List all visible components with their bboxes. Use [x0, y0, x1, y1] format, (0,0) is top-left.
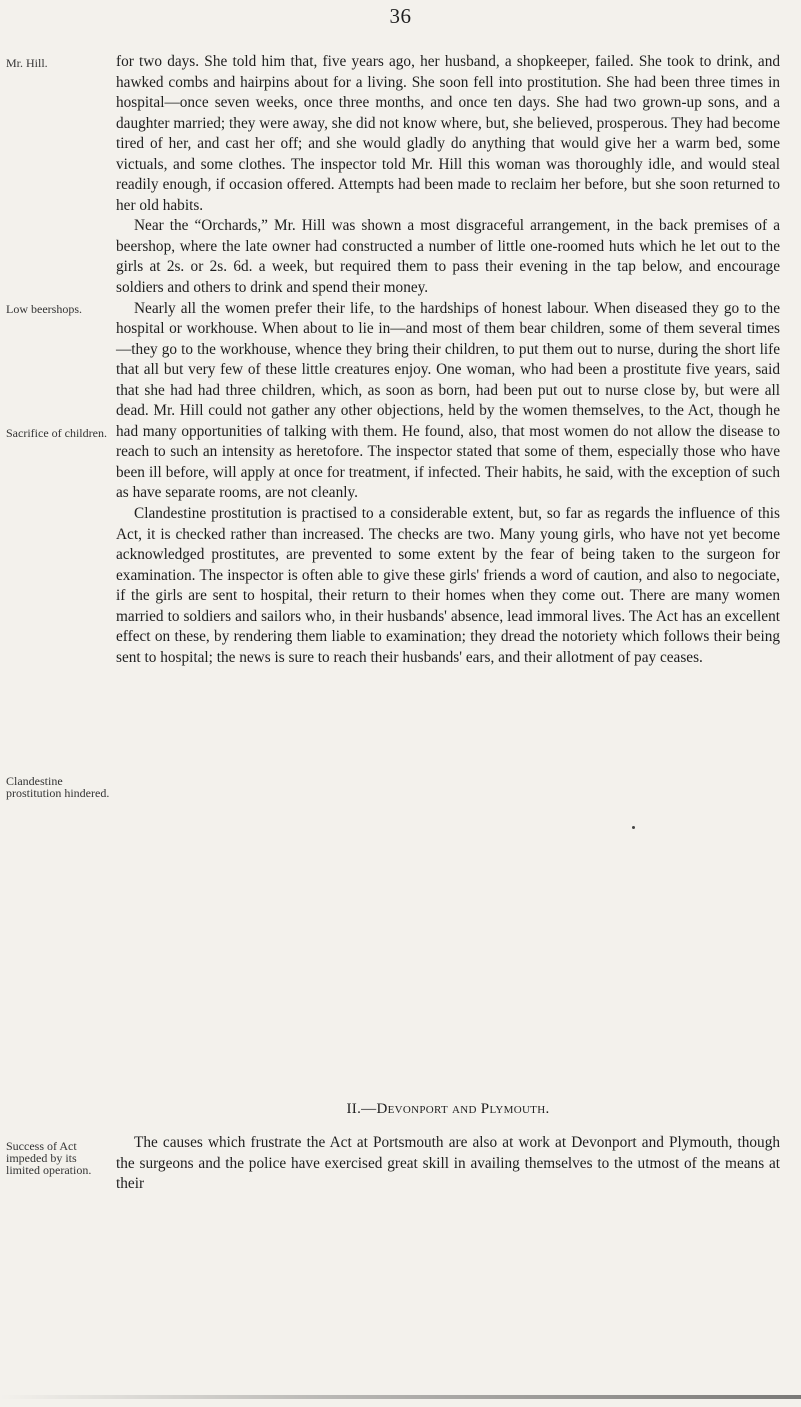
margin-note-mr-hill: Mr. Hill. — [6, 56, 48, 70]
section-heading: II.—Devonport and Plymouth. — [346, 1101, 550, 1117]
paragraph: The causes which frustrate the Act at Portsmouth are also at work at Devonport and Plymouth, though the surgeons and the police have exercised great skill in availing themselves to the utmost of the means at their — [116, 1134, 780, 1193]
margin-note-clandestine-prostitution: Clandestine prostitution hindered. — [6, 774, 110, 800]
body-text-upper — [116, 52, 780, 668]
paragraph: Nearly all the women prefer their life, to the hardships of honest labour. When diseased they go to the hospital or workhouse. When about to lie in—and most of them bear children, some of them several times—they go to the workhouse, whence they bring their children, to put them out to nurse, during the short life that all but very few of these little creatures enjoy. One woman, who had been a prostitute five years, said that she had had three children, which, as soon as born, had been put out to nurse close by, but were all dead. Mr. Hill could not gather any other objections, held by the women themselves, to the Act, though he had many opportunities of talking with them. He found, also, that most women do not allow the disease to reach to such an intensity as heretofore. The inspector stated that some of them, especially those who have been ill before, will apply at once for treatment, if infected. Their habits, he said, with the exception of such as have separate rooms, are not cleanly. — [116, 299, 780, 502]
paragraph: Near the “Orchards,” Mr. Hill was shown a most disgraceful arrangement, in the back premises of a beershop, where the late owner had constructed a number of little one-roomed huts which he let out to the girls at 2s. or 2s. 6d. a week, but required them to pass their evening in the tap below, and encourage soldiers and others to drink and spend their money. — [116, 217, 780, 297]
margin-note-sacrifice-of-children: Sacrifice of children. — [6, 426, 107, 440]
body-text-lower — [116, 1133, 780, 1195]
margin-note-low-beershops: Low beershops. — [6, 302, 82, 316]
margin-note-success-of-act: Success of Act impeded by its limited operation. — [6, 1139, 92, 1177]
stray-mark — [632, 826, 635, 829]
page-edge-shadow — [0, 1395, 801, 1399]
paragraph: Clandestine prostitution is practised to a considerable extent, but, so far as regards the influence of this Act, it is checked rather than increased. The checks are two. Many young girls, who have not yet become acknowledged prostitutes, are prevented to some extent by the fear of being taken to the surgeon for examination. The inspector is often able to give these girls' friends a word of caution, and also to negociate, if the girls are sent to hospital, their return to their homes when they come out. There are many women married to soldiers and sailors who, in their husbands' absence, lead immoral lives. The Act has an excellent effect on these, by rendering them liable to examination; they dread the notoriety which follows their being sent to hospital; the news is sure to reach their husbands' ears, and their allotment of pay ceases. — [116, 505, 780, 666]
paragraph: for two days. She told him that, five years ago, her husband, a shopkeeper, failed. She took to drink, and hawked combs and hairpins about for a living. She soon fell into prostitution. She had been three times in hospital—once seven weeks, once three months, and once ten days. She had two grown-up sons, and a daughter married; they were away, she did not know where, but, she believed, prosperous. They had become tired of her, and cast her off; and she would gladly do anything that would give her a warm bed, some victuals, and some clothes. The inspector told Mr. Hill this woman was thoroughly idle, and would steal readily enough, if occasion offered. Attempts had been made to reclaim her before, but she soon returned to her old habits. — [116, 53, 780, 214]
page-number: 36 — [389, 4, 412, 28]
